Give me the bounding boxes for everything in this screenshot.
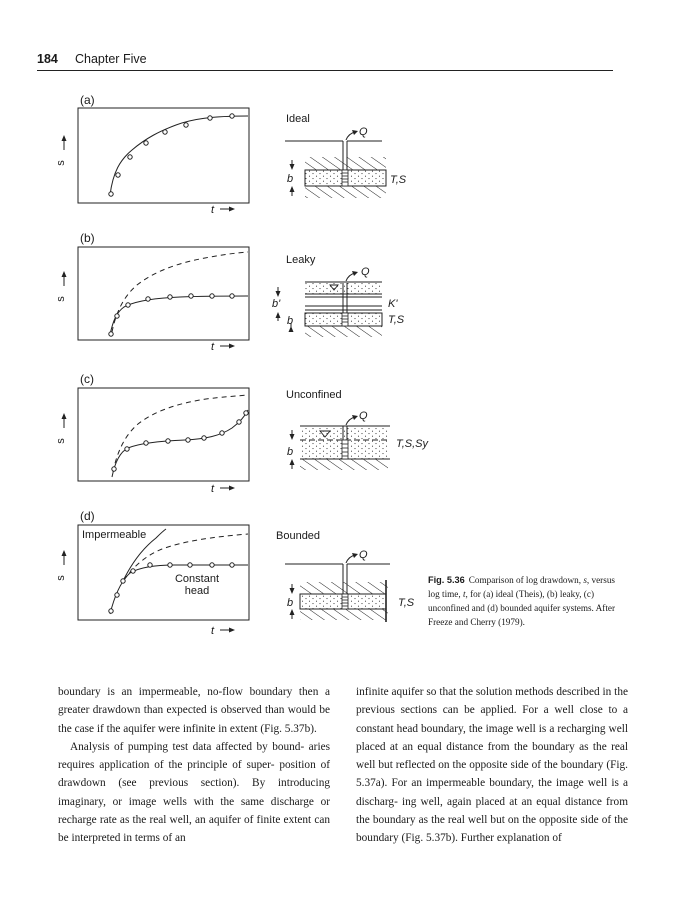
panel-a-data-point xyxy=(116,173,120,177)
impermeable-curve-label: Impermeable xyxy=(82,529,147,541)
panel-c-label: (c) xyxy=(80,372,94,386)
constant-head-label-line2: head xyxy=(184,585,210,597)
panel-b-theis-curve xyxy=(112,252,248,332)
panel-d-data-point xyxy=(210,563,214,567)
panel-c-theis-curve xyxy=(113,395,248,472)
panel-c xyxy=(55,372,429,495)
panel-a-data-point xyxy=(128,155,132,159)
panel-b-data-points xyxy=(109,294,234,336)
panel-c-y-axis-label xyxy=(55,413,67,444)
svg-text:s: s xyxy=(55,575,67,581)
panel-b-system-label: Leaky xyxy=(286,254,316,266)
panel-c-data-point xyxy=(244,411,248,415)
aquifer-thickness-label: b xyxy=(287,597,294,609)
caption-text: t xyxy=(462,589,466,599)
panel-b xyxy=(55,231,405,353)
panel-a-data-point xyxy=(163,130,167,134)
panel-c-aquifer-schematic xyxy=(287,410,429,470)
aquifer-params-label: T,S xyxy=(398,597,415,609)
panel-b-data-point xyxy=(168,295,172,299)
confining-layer-top xyxy=(300,582,388,594)
panel-b-data-point xyxy=(115,314,119,318)
paragraph: infinite aquifer so that the solution methods described in the previous sections can be applied. For a well close to a constant head boundary, the image well is a recharging well placed at an equal distance from the boundary as the real well but reflected on the opposite side of the boundary (Fig. 5.37a). For an impermeable boundary, the image well is a discharg- ing well, again placed at an equal distance from the boundary as the real well but on the opposite side of the boundary (Fig. 5.37b). Further explanation of xyxy=(356,686,629,845)
well-discharge-label: Q xyxy=(359,126,368,138)
panel-c-system-label: Unconfined xyxy=(286,389,342,401)
aquifer-thickness-label: b xyxy=(287,315,294,327)
caption-text: Comparison of log drawdown, xyxy=(468,575,584,585)
panel-d-y-axis-label xyxy=(55,550,67,581)
chapter-title: Chapter Five xyxy=(75,52,147,66)
panel-a-data-points xyxy=(109,114,234,196)
panel-a-data-point xyxy=(230,114,234,118)
well-screen xyxy=(342,313,348,326)
aquifer-thickness-label: b xyxy=(287,173,294,185)
panel-c-x-axis-label xyxy=(211,483,235,495)
svg-text:t: t xyxy=(211,483,215,495)
panel-b-graph-frame xyxy=(78,247,249,340)
figure-caption xyxy=(428,573,618,629)
confining-layer-bottom xyxy=(305,186,386,198)
confining-layer-bottom xyxy=(300,609,388,620)
panel-b-data-point xyxy=(210,294,214,298)
panel-a-data-point xyxy=(144,141,148,145)
constant-head-label-line1: Constant xyxy=(174,573,220,585)
panel-d-label: (d) xyxy=(80,509,95,523)
panel-d-data-point xyxy=(109,609,113,613)
well-discharge-label: Q xyxy=(361,266,370,278)
aquifer-params-label: T,S xyxy=(388,314,405,326)
panel-b-label: (b) xyxy=(80,231,95,245)
page-number: 184 xyxy=(37,52,58,66)
panel-d-data-point xyxy=(188,563,192,567)
panel-d-data-point xyxy=(131,569,135,573)
aquifer-params-label: T,S,Sy xyxy=(396,438,428,450)
panel-b-y-axis-label xyxy=(55,271,67,302)
paragraph: Analysis of pumping test data affected by bound- aries requires application of the principle of super- position of drawdown (see previous section). By introducing imaginary, or image wells with the same discharge or recharge rate as the real well, an aquifer of finite extent can be interpreted in terms of an xyxy=(58,740,331,845)
caption-text: , for (a) ideal (Theis), (b) leaky, (c) unconfined and (d) bounded aquifer systems. After Freeze and Cherry (1979). xyxy=(428,589,616,627)
panel-b-aquifer-schematic xyxy=(272,266,405,337)
panel-c-data-point xyxy=(186,438,190,442)
caption-text: s xyxy=(583,575,587,585)
svg-text:s: s xyxy=(55,296,67,302)
panel-d-data-point xyxy=(121,579,125,583)
panel-b-data-point xyxy=(126,303,130,307)
panel-c-data-point xyxy=(144,441,148,445)
panel-b-data-point xyxy=(146,297,150,301)
aquitard-thickness-label: b' xyxy=(272,298,281,310)
svg-text:s: s xyxy=(55,160,67,166)
aquifer-thickness-label: b xyxy=(287,446,294,458)
panel-d-aquifer-schematic xyxy=(285,549,415,622)
panel-b-data-point xyxy=(230,294,234,298)
well-screen xyxy=(342,594,348,609)
svg-text:s: s xyxy=(55,438,67,444)
panel-c-data-point xyxy=(202,436,206,440)
panel-d-data-point xyxy=(148,563,152,567)
well-discharge-label: Q xyxy=(359,410,368,422)
panel-d-data-point xyxy=(115,593,119,597)
panel-a-label: (a) xyxy=(80,93,95,107)
panel-d-data-points xyxy=(109,563,234,613)
panel-c-data-point xyxy=(220,431,224,435)
caption-text: , versus log time, xyxy=(428,575,615,599)
panel-c-data-point xyxy=(112,467,116,471)
panel-a-y-axis-label xyxy=(55,135,67,166)
panel-b-data-point xyxy=(109,332,113,336)
panel-a-graph-frame xyxy=(78,108,249,203)
panel-c-data-point xyxy=(237,420,241,424)
panel-c-data-point xyxy=(166,439,170,443)
paragraph: boundary is an impermeable, no-flow boundary then a greater drawdown than expected is observed than would be the case if the aquifer were infinite in extent (Fig. 5.37b). xyxy=(58,686,331,735)
figure-caption-label: Fig. 5.36 xyxy=(428,575,465,585)
panel-d-data-point xyxy=(168,563,172,567)
panel-a-aquifer-schematic xyxy=(285,126,407,198)
confining-layer-bottom xyxy=(305,326,382,337)
panel-c-unconfined-curve xyxy=(112,410,248,477)
aquitard-params-label: K' xyxy=(388,298,398,310)
well-discharge-label: Q xyxy=(359,549,368,561)
panel-d-x-axis-label xyxy=(211,625,235,637)
panel-d-data-point xyxy=(230,563,234,567)
aquifer-params-label: T,S xyxy=(390,174,407,186)
panel-a xyxy=(55,93,407,216)
panel-c-data-points xyxy=(112,411,248,471)
confining-layer-top xyxy=(305,157,386,170)
body-text-left-column xyxy=(58,683,330,848)
panel-a-data-point xyxy=(109,192,113,196)
svg-text:t: t xyxy=(211,341,215,353)
panel-b-leaky-curve xyxy=(110,296,248,335)
svg-text:t: t xyxy=(211,204,215,216)
panel-c-data-point xyxy=(125,447,129,451)
svg-text:t: t xyxy=(211,625,215,637)
panel-a-data-point xyxy=(208,116,212,120)
confining-layer-bottom xyxy=(300,459,388,470)
well-screen xyxy=(342,170,348,186)
panel-b-data-point xyxy=(189,294,193,298)
body-text-right-column xyxy=(356,683,628,848)
panel-d-system-label: Bounded xyxy=(276,530,321,542)
panel-d xyxy=(55,509,415,637)
panel-b-x-axis-label xyxy=(211,341,235,353)
panel-a-x-axis-label xyxy=(211,204,235,216)
panel-a-system-label: Ideal xyxy=(286,113,310,125)
panel-a-data-point xyxy=(184,123,188,127)
